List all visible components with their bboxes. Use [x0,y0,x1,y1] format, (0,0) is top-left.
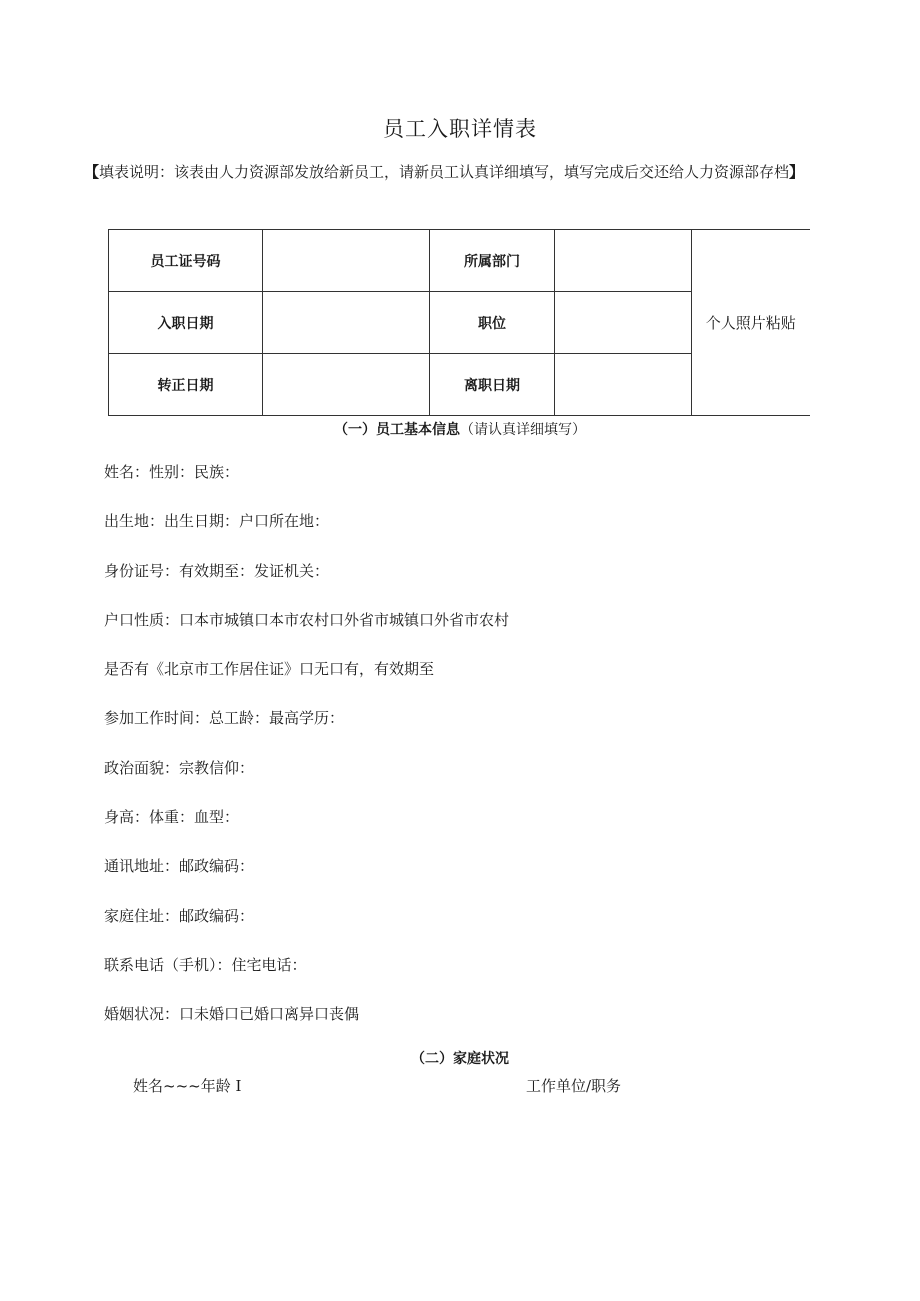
field-home-address: 家庭住址：邮政编码： [104,906,255,925]
field-residence-permit: 是否有《北京市工作居住证》口无口有，有效期至 [104,660,435,679]
document-title: 员工入职详情表 [383,117,537,141]
hire-date-field[interactable] [263,292,430,354]
employee-info-table [108,229,810,416]
regularization-date-field[interactable] [263,354,430,416]
field-marital-status: 婚姻状况：口未婚口已婚口离异口丧偶 [104,1005,360,1024]
section-family-heading: （二）家庭状况 [411,1051,509,1067]
employee-id-field[interactable] [263,230,430,292]
section-basic-info-heading [0,419,920,439]
label-employee-id: 员工证号码 [109,230,263,292]
department-field[interactable] [555,230,692,292]
field-political-religion: 政治面貌：宗教信仰： [104,758,255,777]
field-work-start-seniority-education: 参加工作时间：总工龄：最高学历： [104,709,345,728]
field-phone: 联系电话（手机）：住宅电话： [104,955,307,974]
field-hukou-type: 户口性质：口本市城镇口本市农村口外省市城镇口外省市农村 [104,610,510,629]
photo-area: 个人照片粘贴 [692,230,810,416]
field-height-weight-blood: 身高：体重：血型： [104,808,240,827]
label-resignation-date: 离职日期 [430,354,555,416]
label-position: 职位 [430,292,555,354]
basic-info-fields [104,462,509,1054]
note-bracket-close: 】 [789,163,805,181]
family-column-name-age: 姓名~~~年龄 I [133,1077,242,1095]
note-bracket-open: 【 [84,163,100,181]
field-mailing-address: 通讯地址：邮政编码： [104,857,255,876]
family-column-employer: 工作单位/职务 [526,1077,622,1095]
field-name-gender-ethnicity: 姓名：性别：民族： [104,463,240,481]
position-field[interactable] [555,292,692,354]
fill-instructions [84,160,814,184]
resignation-date-field[interactable] [555,354,692,416]
label-department: 所属部门 [430,230,555,292]
field-id-number-validity-issuer: 身份证号：有效期至：发证机关： [104,561,330,580]
label-hire-date: 入职日期 [109,292,263,354]
section-basic-info-hint: （请认真详细填写） [460,422,586,438]
section-basic-info-title: （一）员工基本信息 [334,422,460,438]
note-text: 填表说明：该表由人力资源部发放给新员工，请新员工认真详细填写，填写完成后交还给人力资源部存档 [99,163,790,181]
field-birthplace-birthdate-hukou: 出生地：出生日期：户口所在地： [104,512,330,531]
label-regularization-date: 转正日期 [109,354,263,416]
table-row [109,230,810,292]
